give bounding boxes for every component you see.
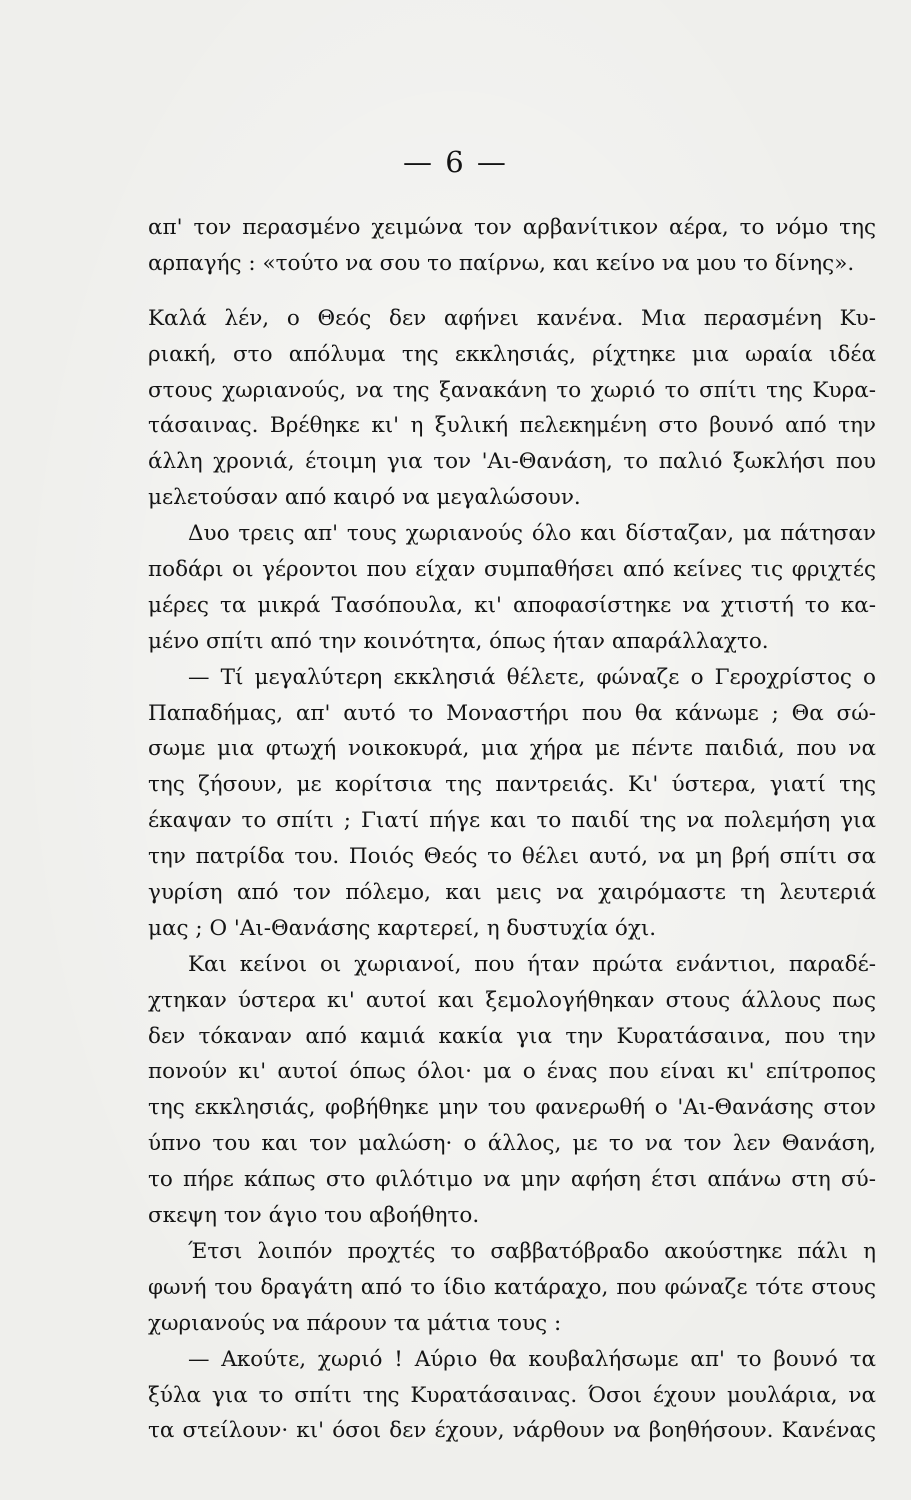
text-line: χτηκαν ύστερα κι' αυτοί και ξεμολογήθηκαν στους άλλους πως: [148, 987, 876, 1013]
text-line: αρπαγής : «τούτο να σου το παίρνω, και κείνο να μου το δίνης».: [148, 250, 855, 276]
text-line: δεν τόκαναν από καμιά κακία για την Κυρατάσαινα, που την: [148, 1023, 876, 1049]
text-line: Έτσι λοιπόν προχτές το σαββατόβραδο ακούστηκε πάλι η: [188, 1238, 876, 1264]
text-line: στους χωριανούς, να της ξανακάνη το χωριό το σπίτι της Κυρα-: [148, 377, 876, 403]
text-line: της εκκλησιάς, φοβήθηκε μην του φανερωθή ο 'Αι-Θανάσης στον: [148, 1095, 876, 1121]
text-line: Παπαδήμας, απ' αυτό το Μοναστήρι που θα κάνωμε ; Θα σώ-: [148, 700, 876, 726]
body-text: [148, 210, 876, 1449]
text-line: φωνή του δραγάτη από το ίδιο κατάραχο, που φώναζε τότε στους: [148, 1274, 876, 1300]
text-line: έκαψαν το σπίτι ; Γιατί πήγε και το παιδί της να πολεμήση για: [148, 808, 876, 834]
text-line: Δυο τρεις απ' τους χωριανούς όλο και δίσταζαν, μα πάτησαν: [188, 521, 876, 547]
paragraph-gap: [148, 282, 876, 301]
text-line: μέρες τα μικρά Τασόπουλα, κι' αποφασίστηκε να χτιστή το κα-: [148, 592, 876, 618]
text-line: το πήρε κάπως στο φιλότιμο να μην αφήση έτσι απάνω στη σύ-: [148, 1167, 876, 1193]
text-line: τάσαινας. Βρέθηκε κι' η ξυλική πελεκημένη στο βουνό από την: [148, 413, 876, 439]
text-line: ξύλα για το σπίτι της Κυρατάσαινας. Όσοι έχουν μουλάρια, να: [148, 1382, 876, 1408]
text-line: ύπνο του και τον μαλώση· ο άλλος, με το να τον λεν Θανάση,: [148, 1131, 876, 1157]
text-line: άλλη χρονιά, έτοιμη για τον 'Αι-Θανάση, το παλιό ξωκλήσι που: [148, 449, 876, 475]
page-number: — 6 —: [403, 145, 508, 179]
text-line: σωμε μια φτωχή νοικοκυρά, μια χήρα με πέντε παιδιά, που να: [148, 736, 876, 762]
text-line: — Τί μεγαλύτερη εκκλησιά θέλετε, φώναζε ο Γεροχρίστος ο: [188, 664, 876, 690]
text-line: ριακή, στο απόλυμα της εκκλησιάς, ρίχτηκε μια ωραία ιδέα: [148, 341, 876, 367]
text-line: γυρίση από τον πόλεμο, και μεις να χαιρόμαστε τη λευτεριά: [148, 880, 876, 906]
text-line: — Ακούτε, χωριό ! Αύριο θα κουβαλήσωμε απ' το βουνό τα: [188, 1346, 876, 1372]
text-line: μένο σπίτι από την κοινότητα, όπως ήταν απαράλλαχτο.: [148, 628, 769, 654]
text-line: πονούν κι' αυτοί όπως όλοι· μα ο ένας που είναι κι' επίτροπος: [148, 1059, 876, 1085]
text-line: την πατρίδα του. Ποιός Θεός το θέλει αυτό, να μη βρή σπίτι σα: [148, 844, 876, 870]
text-line: Καλά λέν, ο Θεός δεν αφήνει κανένα. Μια περασμένη Κυ-: [148, 305, 876, 331]
text-line: της ζήσουν, με κορίτσια της παντρειάς. Κι' ύστερα, γιατί της: [148, 772, 876, 798]
text-line: μελετούσαν από καιρό να μεγαλώσουν.: [148, 485, 581, 511]
text-line: απ' τον περασμένο χειμώνα τον αρβανίτικον αέρα, το νόμο της: [148, 215, 876, 240]
text-line: τα στείλουν· κι' όσοι δεν έχουν, νάρθουν να βοηθήσουν. Κανένας: [148, 1418, 876, 1444]
text-line: μας ; Ο 'Αι-Θανάσης καρτερεί, η δυστυχία όχι.: [148, 915, 657, 941]
text-line: ποδάρι οι γέροντοι που είχαν συμπαθήσει από κείνες τις φριχτές: [148, 557, 876, 583]
text-line: χωριανούς να πάρουν τα μάτια τους :: [148, 1310, 562, 1336]
text-line: σκεψη τον άγιο του αβοήθητο.: [148, 1203, 480, 1229]
text-line: Και κείνοι οι χωριανοί, που ήταν πρώτα ενάντιοι, παραδέ-: [188, 951, 876, 977]
